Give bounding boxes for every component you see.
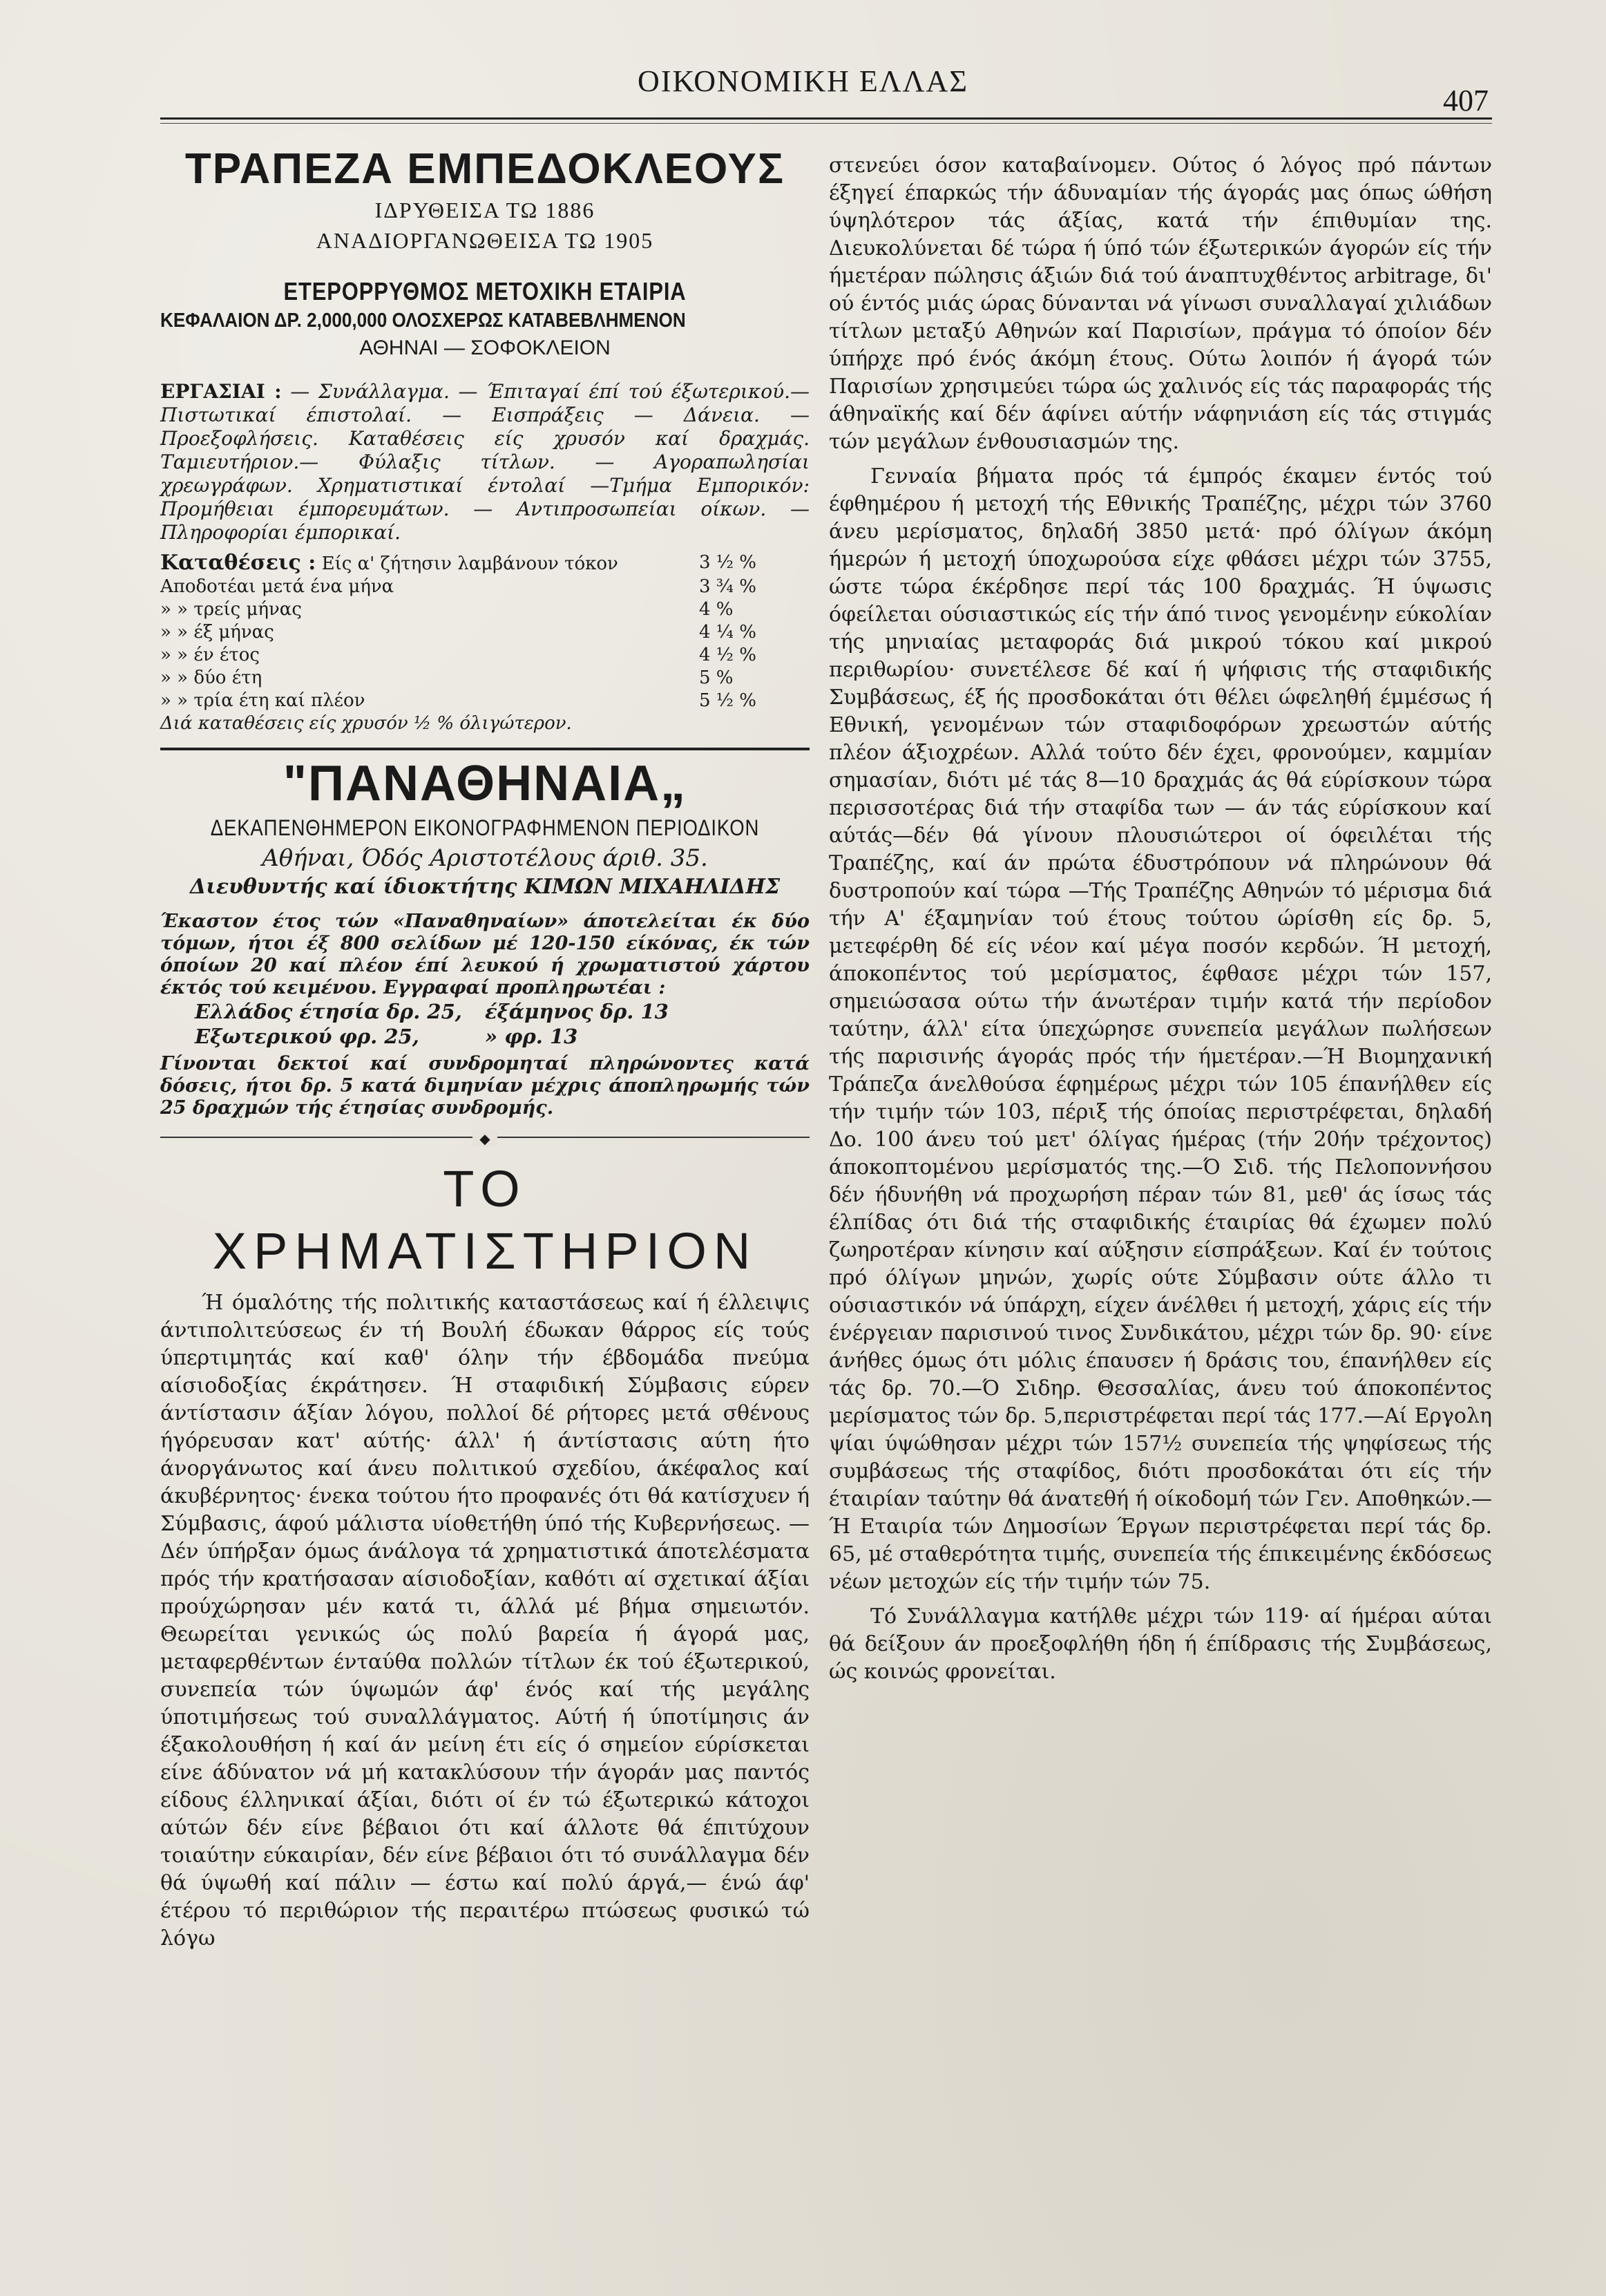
rate-value: 5 ½ % (699, 690, 756, 711)
bank-operations (160, 380, 810, 544)
right-column (829, 145, 1492, 1686)
rate-value: 4 % (699, 599, 734, 620)
rate-label: » » τρία έτη καί πλέον (160, 690, 365, 711)
diamond-ornament-icon: ◆ (472, 1130, 497, 1147)
rate-label: » » έν έτος (160, 645, 260, 665)
rate-label: Αποδοτέαι μετά ένα μήνα (160, 576, 394, 597)
left-column (160, 131, 810, 1953)
header-rule-thin (160, 123, 1492, 124)
section-rule (160, 748, 810, 750)
rate-value: 4 ¼ % (699, 622, 756, 643)
page-number: 407 (1443, 84, 1489, 117)
bank-title: ΤΡΑΠΕΖΑ ΕΜΠΕΔΟΚΛΕΟΥΣ (184, 145, 785, 193)
bank-reorganized: ΑΝΑΔΙΟΡΓΑΝΩΘΕΙΣΑ ΤΩ 1905 (316, 228, 654, 253)
ornament-divider (160, 1130, 810, 1147)
article-right-text-2: Γενναία βήματα πρός τά έμπρός έκαμεν έντός τού έφθημέρου ή μετοχή τής Εθνικής Τραπέζης, μέχρι τών 3760 άνευ μερίσματος, δηλαδή 3850 μετά· πρό όλίγων άκόμη ήμερών ή μετοχή ύποχωρούσα είχε φθάσει μέχρι τών 3755, ώστε τώρα έκέρδησε περί τάς 100 δραχμάς. Ή ύψωσις όφείλεται ούσιαστικώς είς τήν άπό τινος γενομένην εύκολίαν τής μηνιαίας μεταφοράς διά μικρού τόκου καί μικρού περιθωρίου· συνετέλεσε δέ καί ή ψήφισις τής σταφιδικής Συμβάσεως, έξ ής προσδοκάται ότι θέλει ώφεληθή έμμέσως ή Εθνική, γενομένων τών σταφιδοφόρων χρεωστών αύτής πλέον άξιοχρέων. Αλλά τούτο δέν έχει, φρονούμεν, καμμίαν σημασίαν, διότι μέ τάς 8—10 δραχμάς άς θά εύρίσκουν τώρα περισσοτέρας διά τήν σταφίδα των — άν τάς εύρίσκουν καί αύτάς—δέν θά γίνουν πλουσιώτεροι οί όφειλέται τής Τραπέζης, καί άν πρώτα έδυστρόπουν νά πληρώνουν θά δυστροπούν καί τώρα —Τής Τραπέζης Αθηνών τό μέρισμα διά τήν Α' έξαμηνίαν τού έτους τούτου ώρίσθη είς δρ. 5, μετεφέρθη δέ είς νέον καί μέγα ποσόν κερδών. Ή μετοχή, άποκοπέντος τού μερίσματος, έφθασε μέχρι τών 157, σημειώσασα ούτω τήν άνωτέραν τιμήν κατά τήν περίοδον ταύτην, άλλ' είτα ύπεχώρησε συνεπεία μεγάλων πωλήσεων τής παρισινής άγοράς πρός τήν ήμετέραν.—Ή Βιομηχανική Τράπεζα άνελθούσα έφημέρως μέχρι τών 105 έπανήλθεν είς τήν τιμήν τών 103, πέριξ τής όποίας περιστρέφεται, δηλαδή Δο. 100 άνευ τού μετ' όλίγας ήμέρας (τήν 20ήν τρέχοντος) άποκοπτομένου μερίσματός της.—Ό Σιδ. τής Πελοποννήσου δέν ήδυνήθη νά προχωρήση πέραν τών 81, μεθ' άς ίσως τάς έλπίδας ότι διά τής σταφιδικής έταιρίας θά έχωμεν πολύ ζωηροτέραν κίνησιν καί αύξησιν είσπράξεων. Καί έν τούτοις πρό όλίγων μηνών, χωρίς ούτε Σύμβασιν ούτε άλλο τι ούσιαστικόν νά ύπάρχη, είχεν άνέλθει ή μετοχή, χάρις είς τήν ένέργειαν παρισινού τινος Συνδικάτου, μέχρι τών δρ. 90· είνε άνήθες όμως ότι μόλις έπαυσεν ή δράσις του, έπανήλθεν είς τάς δρ. 70.—Ό Σιδηρ. Θεσσαλίας, άνευ τού άποκοπέντος μερίσματος τών δρ. 5,περιστρέφεται περί τάς 177.—Αί Εργολη ψίαι ύψώθησαν μέχρι τών 157½ συνεπεία τής ψηφίσεως τής συμβάσεως τής σταφίδος, διότι προσδοκάται ότι είς τήν έταιρίαν ταύτην θά άνατεθή ή οίκοδομή τών Γεν. Αποθηκών.— Ή Εταιρία τών Δημοσίων Έργων περιστρέφεται περί τάς δρ. 65, μέ σταθερότητα τιμής, συνεπεία τής έπικειμένης έκδόσεως νέων μετοχών είς τήν τιμήν τών 75. (829, 464, 1492, 1594)
bank-founded: ΙΔΡΥΘΕΙΣΑ ΤΩ 1886 (374, 198, 595, 222)
article-right-text-3: Τό Συνάλλαγμα κατήλθε μέχρι τών 119· αί ήμέραι αύται θά δείξουν άν προεξοφλήθη ήδη ή έπίδρασις τής Συμβάσεως, ώς κοινώς φρονείται. (829, 1604, 1492, 1684)
periodical-subtitle: ΔΕΚΑΠΕΝΘΗΜΕΡΟΝ ΕΙΚΟΝΟΓΡΑΦΗΜΕΝΟΝ ΠΕΡΙΟΔΙΚΟΝ (210, 815, 760, 840)
periodical-director: Διευθυντής καί ίδιοκτήτης ΚΙΜΩΝ ΜΙΧΑΗΛΙΔΗΣ (189, 875, 781, 899)
periodical-address: Αθήναι, Όδός Αριστοτέλους άριθ. 35. (262, 844, 708, 872)
rate-label: » » έξ μήνας (160, 622, 274, 643)
periodical-title: "ΠΑΝΑΘΗΝΑΙΑ„ (283, 756, 687, 811)
company-type: ΕΤΕΡΟΡΡΥΘΜΟΣ ΜΕΤΟΧΙΚΗ ΕΤΑΙΡΙΑ (283, 277, 687, 305)
rate-label: » » τρείς μήνας (160, 599, 302, 620)
installment-note: Γίνονται δεκτοί καί συνδρομηταί πληρώνοντες κατά δόσεις, ήτοι δρ. 5 κατά διμηνίαν μέχρις άποπληρωμής τών 25 δραχμών τής έτησίας συνδρομής. (160, 1053, 810, 1119)
operations-text: — Συνάλλαγμα. — Έπιταγαί έπί τού έξωτερικού.— Πιστωτικαί έπιστολαί. — Εισπράξεις — Δάνεια. — Προεξοφλήσεις. Καταθέσεις είς χρυσόν καί δραχμάς. Ταμιευτήριον.— Φύλαξις τίτλων. — Αγοραπωλησίαι χρεωγράφων. Χρηματιστικαί έντολαί —Τμήμα Εμπορικόν: Προμήθειαι έμπορευμάτων. — Αντιπροσωπείαι οίκων. — Πληροφορίαι έμπορικαί. (160, 380, 810, 544)
running-head: ΟΙΚΟΝΟΜΙΚΗ ΕΛΛΑΣ (638, 64, 968, 98)
article-right-text-1: στενεύει όσον καταβαίνομεν. Ούτος ό λόγος πρό πάντων έξηγεί έπαρκώς τήν άδυναμίαν τής άγοράς μας όπως ώθήση ύψηλότερον τάς άξίας, κατά τήν έπιθυμίαν της. Διευκολύνεται δέ τώρα ή ύπό τών έξωτερικών άγορών είς τήν ήμετέραν πώλησις άξιών διά τού άναπτυχθέντος arbitrage, δι' ού έντός μιάς ώρας δύνανται νά γίνωσι συναλλαγαί χιλιάδων τίτλων μεταξύ Αθηνών καί Παρισίων, πράγμα τό όποίον δέν ύπήρχε πρό ένός άκόμη έτους. Ούτω λοιπόν ή άγορά τών Παρισίων χρησιμεύει τώρα ώς χαλινός είς τάς παραφοράς τής άθηναϊκής καί δέν άφίνει αύτήν νάφηνιάση είς τάς στιγμάς τών μεγάλων ένθουσιασμών της. (829, 153, 1492, 454)
deposit-rate-row (160, 576, 810, 598)
deposit-rate-row (160, 644, 810, 667)
subscription-row (160, 999, 810, 1024)
subscription-row (160, 1024, 810, 1049)
deposit-rate-row (160, 690, 810, 712)
company-type-wrap (160, 276, 810, 307)
bank-address: ΑΘΗΝΑΙ — ΣΟΦΟΚΛΕΙΟΝ (359, 336, 611, 359)
deposit-rate-row (160, 621, 810, 644)
rate-label: Είς α' ζήτησιν λαμβάνουν τόκον (321, 553, 618, 574)
header-rule (160, 117, 1492, 120)
gold-deposit-note: Διά καταθέσεις είς χρυσόν ½ % όλιγώτερον. (160, 713, 572, 734)
rate-label: » » δύο έτη (160, 667, 262, 688)
bank-capital: ΚΕΦΑΛΑΙΟΝ ΔΡ. 2,000,000 ΟΛΟΣΧΕΡΩΣ ΚΑΤΑΒΕΒΛΗΜΕΝΟΝ (160, 310, 686, 332)
article-left-text: Ή όμαλότης τής πολιτικής καταστάσεως καί ή έλλειψις άντιπολιτεύσεως έν τή Βουλή έδωκαν θάρρος είς τούς ύπερτιμητάς καί καθ' όλην τήν έβδομάδα πνεύμα αίσιοδοξίας έκράτησεν. Ή σταφιδική Σύμβασις εύρεν άντίστασιν άξίαν λόγου, πολλοί δέ ρήτορες μετά σθένους ήγόρευσαν κατ' αύτής· άλλ' ή άντίστασις αύτη ήτο άνοργάνωτος καί άνευ πολιτικού σχεδίου, άκέφαλος καί άκυβέρνητος· ένεκα τούτου ήτο προφανές ότι θά κατίσχυεν ή Σύμβασις, άφού μάλιστα υίοθετήθη ύπό τής Κυβερνήσεως. — Δέν ύπήρξαν όμως άνάλογα τά χρηματιστικά άποτελέσματα πρός τήν κρατήσασαν αίσιοδοξίαν, καθότι αί σχετικαί άξίαι προύχώρησαν μέν κατά τι, άλλά μέ βήμα σημειωτόν. Θεωρείται γενικώς ώς πολύ βαρεία ή άγορά μας, μεταφερθέντων ένταύθα πολλών τίτλων έκ τού έξωτερικού, συνεπεία τών ύψωμών άφ' ένός καί τής μεγάλης ύποτιμήσεως τού συναλλάγματος. Αύτή ή ύποτίμησις άν έξακολουθήση ή καί άν μείνη έτι είς ό σημείον εύρίσκεται είνε άδύνατον νά μή κατακλύσουν τήν άγοράν μας παντός είδους έλληνικαί άξίαι, διότι οί έν τώ έξωτερικώ κάτοχοι αύτών δέν είνε βέβαιοι ότι καί άλλοτε θά έπιτύχουν τοιαύτην εύκαιρίαν, δέν είνε βέβαιοι ότι τό συνάλλαγμα δέν θά ύψωθή καί πάλιν — έστω καί πολύ άργά,— ένώ άφ' έτέρου τό περιθώριον τής περαιτέρω πτώσεως φυσικώ τώ λόγω (160, 1291, 810, 1951)
periodical-description: Έκαστον έτος τών «Παναθηναίων» άποτελείται έκ δύο τόμων, ήτοι έξ 800 σελίδων μέ 120-150 είκόνας, έκ τών όποίων 20 καί πλέον έπί λευκού ή χρωματιστού χάρτου έκτός τού κειμένου. Εγγραφαί προπληρωτέαι : (160, 911, 810, 998)
periodical-subtitle-wrap (160, 813, 810, 843)
article-title: ΤΟ ΧΡΗΜΑΤΙΣΤΗΡΙΟΝ (212, 1160, 758, 1280)
subscription-annual: Ελλάδος έτησία δρ. 25, (195, 1000, 462, 1023)
operations-label: ΕΡΓΑΣΙΑΙ : (160, 380, 282, 403)
rate-value: 4 ½ % (699, 645, 756, 665)
rate-value: 5 % (699, 667, 734, 688)
deposit-rate-row (160, 551, 810, 576)
subscription-half: » φρ. 13 (485, 1025, 578, 1048)
deposit-rates (160, 551, 810, 735)
deposit-rate-row (160, 667, 810, 690)
rate-value: 3 ½ % (699, 552, 756, 573)
deposits-label: Καταθέσεις : (160, 551, 316, 575)
deposit-rate-row (160, 598, 810, 621)
subscription-half: έξάμηνος δρ. 13 (485, 1000, 669, 1023)
subscription-annual: Εξωτερικού φρ. 25, (195, 1025, 419, 1048)
rate-value: 3 ¾ % (699, 576, 756, 597)
